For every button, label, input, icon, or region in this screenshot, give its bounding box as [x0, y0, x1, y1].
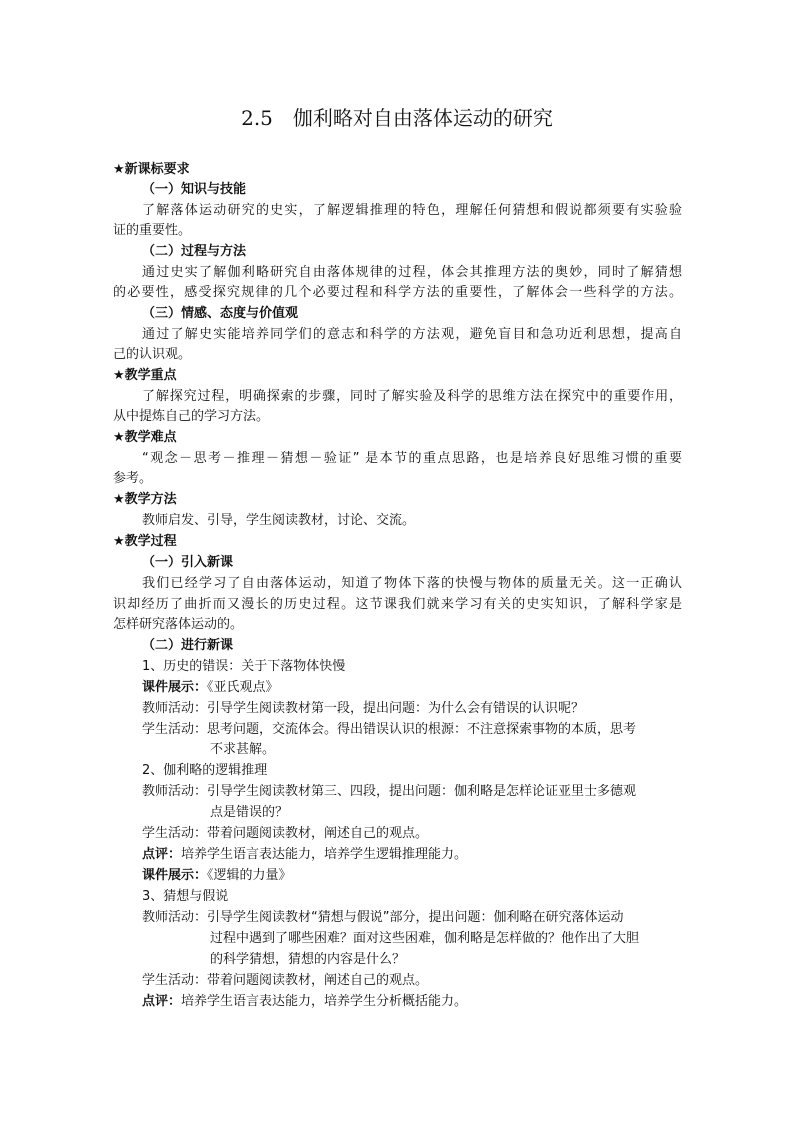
- paragraph-line: 怎样研究落体运动的。: [113, 617, 244, 632]
- student-activity-line: [142, 721, 636, 739]
- student-activity-label: 学生活动：: [142, 973, 208, 988]
- comment-line: [142, 993, 467, 1011]
- paragraph-line: 证的重要性。: [113, 223, 192, 238]
- comment-line: [142, 846, 467, 864]
- teacher-activity-continuation: 的科学猜想，猜想的内容是什么？: [210, 952, 406, 967]
- subheading-attitudes-values: （三）情感、态度与价值观: [142, 306, 299, 321]
- heading-teaching-focus: ★教学重点: [113, 368, 177, 383]
- teacher-activity-continuation: 过程中遇到了哪些困难？面对这些困难，伽利略是怎样做的？他作出了大胆: [210, 931, 640, 946]
- teacher-activity-label: 教师活动：: [142, 701, 208, 716]
- item-heading-conjecture-hypothesis: 3、猜想与假说: [142, 889, 229, 904]
- paragraph-line: “观念－思考－推理－猜想－验证” 是本节的重点思路，也是培养良好思维习惯的重要: [142, 451, 682, 466]
- heading-curriculum-standards: ★新课标要求: [113, 162, 190, 177]
- teacher-activity-label: 教师活动：: [142, 784, 208, 799]
- student-activity-text: 带着问题阅读教材，阐述自己的观点。: [207, 973, 429, 988]
- courseware-label: 课件展示：: [142, 680, 208, 695]
- courseware-line: [142, 867, 292, 885]
- item-heading-history-error: 1、历史的错误：关于下落物体快慢: [142, 659, 346, 674]
- paragraph-line: 己的认识观。: [113, 347, 192, 362]
- courseware-line: [142, 679, 279, 697]
- teacher-activity-label: 教师活动：: [142, 910, 208, 925]
- paragraph-line: 了解落体运动研究的史实，了解逻辑推理的特色，理解任何猜想和假说都须要有实验验: [142, 203, 682, 218]
- paragraph-line: 参考。: [113, 471, 153, 486]
- student-activity-line: [142, 825, 428, 843]
- page-title: [0, 104, 794, 132]
- subheading-process-methods: （二）过程与方法: [142, 244, 247, 259]
- paragraph-line: 识却经历了曲折而又漫长的历史过程。这节课我们就来学习有关的史实知识，了解科学家是: [113, 597, 682, 612]
- student-activity-continuation: 不求甚解。: [210, 742, 276, 757]
- paragraph-line: 教师启发、引导，学生阅读教材，讨论、交流。: [142, 513, 416, 528]
- subheading-introduce-lesson: （一）引入新课: [142, 555, 234, 570]
- paragraph-line: 我们已经学习了自由落体运动，知道了物体下落的快慢与物体的质量无关。这一正确认: [142, 576, 682, 591]
- teacher-activity-text: 引导学生阅读教材第一段，提出问题：为什么会有错误的认识呢？: [207, 701, 585, 716]
- courseware-label: 课件展示：: [142, 868, 208, 883]
- student-activity-text: 带着问题阅读教材，阐述自己的观点。: [207, 826, 429, 841]
- teacher-activity-text: 引导学生阅读教材第三、四段，提出问题：伽利略是怎样论证亚里士多德观: [207, 784, 637, 799]
- teacher-activity-text: 引导学生阅读教材“猜想与假说”部分，提出问题：伽利略在研究落体运动: [207, 910, 624, 925]
- teacher-activity-line: [142, 909, 624, 927]
- student-activity-text: 思考问题，交流体会。得出错误认识的根源：不注意探索事物的本质，思考: [207, 722, 637, 737]
- teacher-activity-line: [142, 783, 636, 801]
- subheading-knowledge-skills: （一）知识与技能: [142, 182, 247, 197]
- title-text: 伽利略对自由落体运动的研究: [292, 106, 553, 130]
- paragraph-line: 了解探究过程，明确探索的步骤，同时了解实验及科学的思维方法在探究中的重要作用，: [142, 389, 682, 404]
- paragraph-line: 通过了解史实能培养同学们的意志和科学的方法观，避免盲目和急功近利思想，提高自: [142, 327, 682, 342]
- teacher-activity-line: [142, 700, 584, 718]
- comment-label: 点评：: [142, 994, 182, 1009]
- courseware-title: 《亚氏观点》: [207, 680, 279, 695]
- comment-text: 培养学生语言表达能力，培养学生逻辑推理能力。: [181, 847, 468, 862]
- student-activity-line: [142, 972, 428, 990]
- heading-teaching-process: ★教学过程: [113, 534, 177, 549]
- comment-text: 培养学生语言表达能力，培养学生分析概括能力。: [181, 994, 468, 1009]
- section-number: 2.5: [241, 106, 273, 130]
- student-activity-label: 学生活动：: [142, 722, 208, 737]
- teacher-activity-continuation: 点是错误的？: [210, 805, 289, 820]
- paragraph-line: 的必要性，感受探究规律的几个必要过程和科学方法的重要性，了解体会一些科学的方法。: [113, 285, 682, 300]
- paragraph-line: 通过史实了解伽利略研究自由落体规律的过程，体会其推理方法的奥妙，同时了解猜想: [142, 265, 682, 280]
- courseware-title: 《逻辑的力量》: [207, 868, 292, 883]
- heading-teaching-difficulty: ★教学难点: [113, 430, 177, 445]
- subheading-new-lesson: （二）进行新课: [142, 638, 234, 653]
- paragraph-line: 从中提炼自己的学习方法。: [113, 409, 270, 424]
- comment-label: 点评：: [142, 847, 182, 862]
- student-activity-label: 学生活动：: [142, 826, 208, 841]
- heading-teaching-methods: ★教学方法: [113, 492, 177, 507]
- item-heading-logical-reasoning: 2、伽利略的逻辑推理: [142, 763, 268, 778]
